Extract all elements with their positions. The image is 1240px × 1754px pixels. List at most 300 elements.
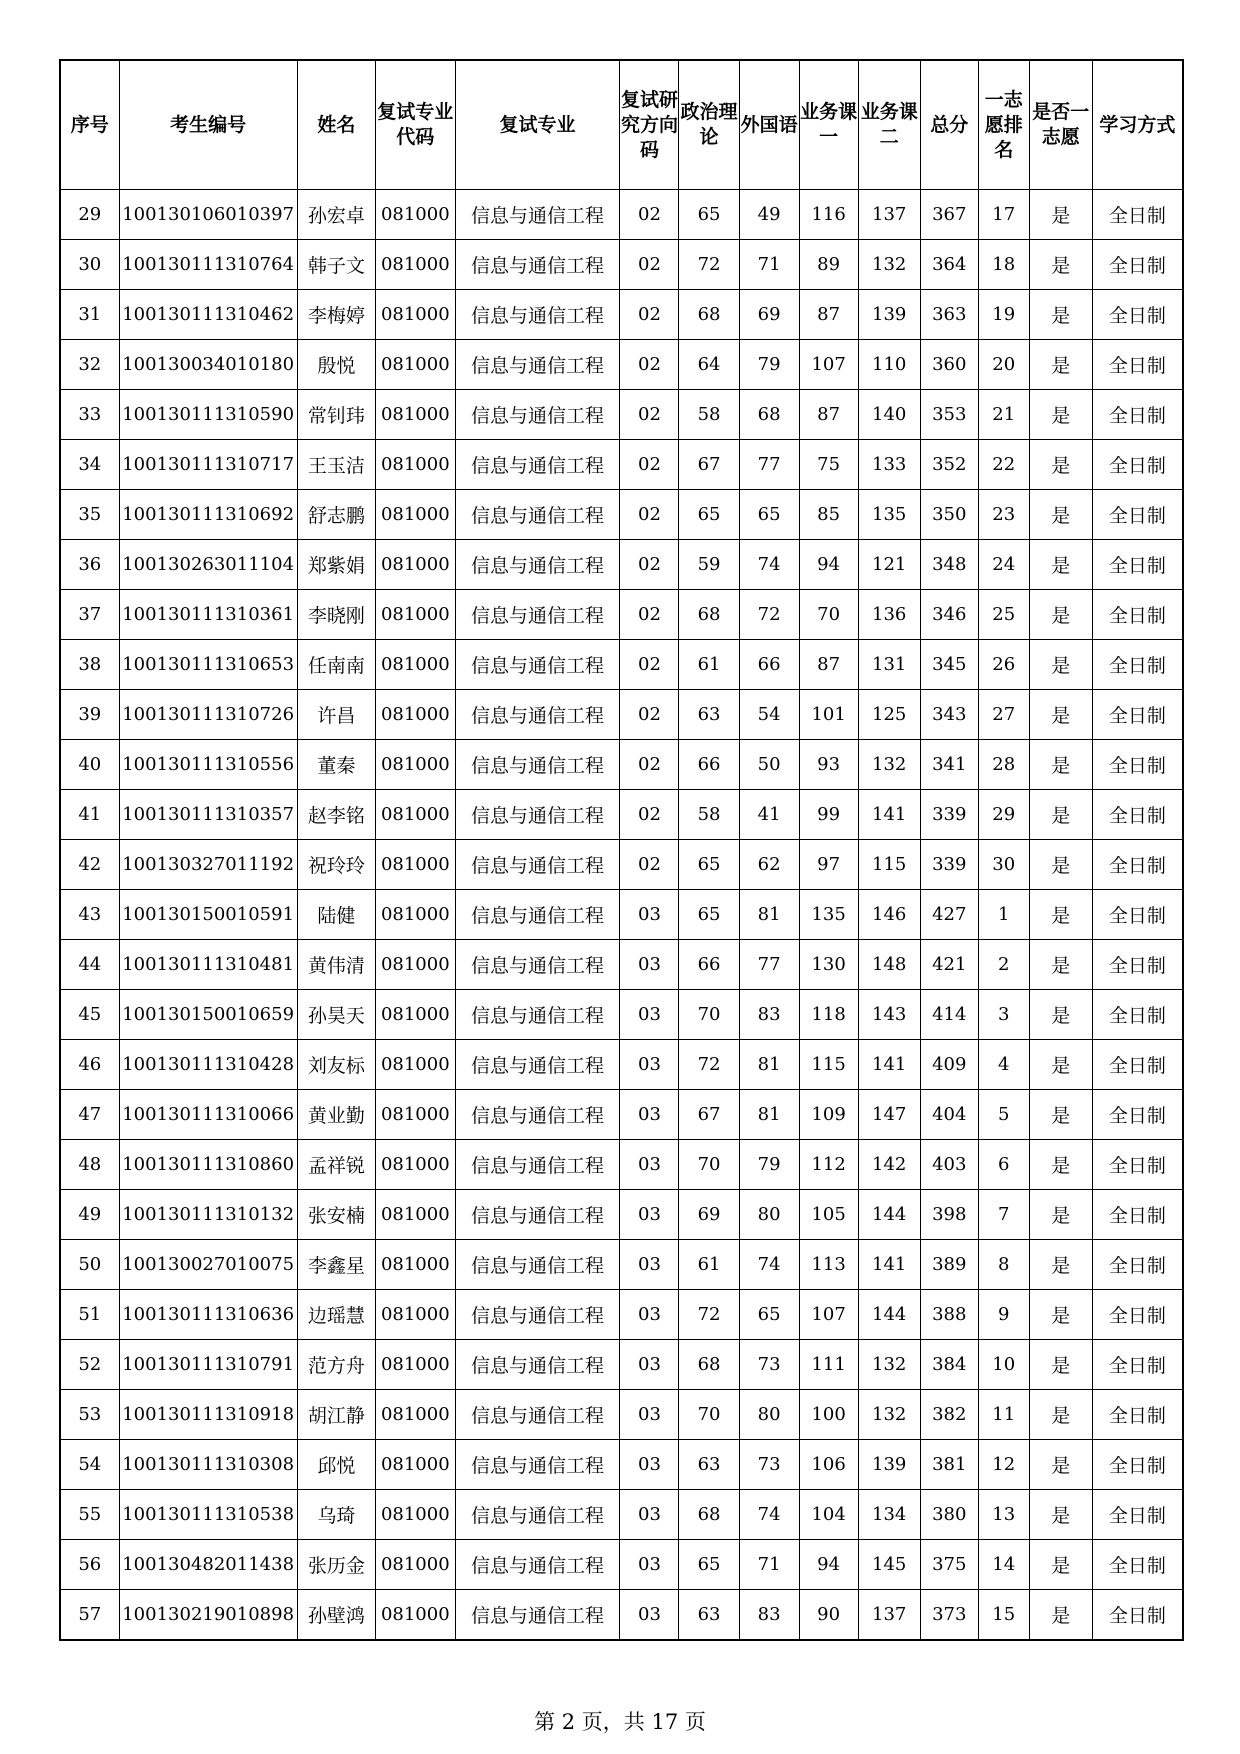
cell-is-first-choice: 是 (1029, 490, 1092, 540)
cell-direction-code: 03 (620, 1490, 679, 1540)
cell-major: 信息与通信工程 (455, 690, 620, 740)
cell-index: 57 (60, 1590, 119, 1641)
cell-course-1: 97 (799, 840, 858, 890)
cell-course-1: 130 (799, 940, 858, 990)
cell-major-code: 081000 (376, 240, 455, 290)
cell-first-choice-rank: 27 (978, 690, 1029, 740)
cell-politics: 70 (679, 1140, 739, 1190)
cell-is-first-choice: 是 (1029, 690, 1092, 740)
cell-foreign-language: 77 (739, 440, 799, 490)
cell-major-code: 081000 (376, 1240, 455, 1290)
cell-direction-code: 03 (620, 1240, 679, 1290)
cell-first-choice-rank: 22 (978, 440, 1029, 490)
cell-total: 421 (920, 940, 978, 990)
table-row (60, 790, 1183, 840)
cell-politics: 65 (679, 840, 739, 890)
cell-major-code: 081000 (376, 1440, 455, 1490)
cell-name: 祝玲玲 (297, 840, 375, 890)
cell-foreign-language: 74 (739, 1240, 799, 1290)
table-row (60, 1190, 1183, 1240)
cell-first-choice-rank: 30 (978, 840, 1029, 890)
cell-course-1: 104 (799, 1490, 858, 1540)
cell-foreign-language: 68 (739, 390, 799, 440)
cell-is-first-choice: 是 (1029, 1040, 1092, 1090)
cell-course-2: 132 (858, 1390, 920, 1440)
cell-course-1: 106 (799, 1440, 858, 1490)
cell-first-choice-rank: 11 (978, 1390, 1029, 1440)
cell-first-choice-rank: 18 (978, 240, 1029, 290)
cell-course-2: 141 (858, 1040, 920, 1090)
cell-course-1: 85 (799, 490, 858, 540)
cell-course-1: 107 (799, 340, 858, 390)
cell-direction-code: 02 (620, 590, 679, 640)
cell-course-2: 132 (858, 740, 920, 790)
cell-study-mode: 全日制 (1092, 1140, 1183, 1190)
cell-candidate-id: 100130482011438 (119, 1540, 297, 1590)
cell-is-first-choice: 是 (1029, 940, 1092, 990)
cell-major: 信息与通信工程 (455, 740, 620, 790)
cell-foreign-language: 62 (739, 840, 799, 890)
cell-major-code: 081000 (376, 990, 455, 1040)
cell-major: 信息与通信工程 (455, 640, 620, 690)
cell-major-code: 081000 (376, 1590, 455, 1641)
cell-candidate-id: 100130111310636 (119, 1290, 297, 1340)
cell-first-choice-rank: 15 (978, 1590, 1029, 1641)
cell-first-choice-rank: 6 (978, 1140, 1029, 1190)
cell-total: 352 (920, 440, 978, 490)
cell-total: 409 (920, 1040, 978, 1090)
cell-politics: 72 (679, 240, 739, 290)
cell-first-choice-rank: 23 (978, 490, 1029, 540)
cell-index: 36 (60, 540, 119, 590)
cell-foreign-language: 83 (739, 990, 799, 1040)
cell-study-mode: 全日制 (1092, 990, 1183, 1040)
cell-major-code: 081000 (376, 1390, 455, 1440)
cell-major: 信息与通信工程 (455, 790, 620, 840)
cell-course-2: 115 (858, 840, 920, 890)
cell-total: 341 (920, 740, 978, 790)
cell-candidate-id: 100130111310918 (119, 1390, 297, 1440)
cell-total: 381 (920, 1440, 978, 1490)
cell-course-2: 139 (858, 1440, 920, 1490)
table-row (60, 190, 1183, 240)
cell-candidate-id: 100130219010898 (119, 1590, 297, 1641)
cell-politics: 65 (679, 190, 739, 240)
cell-candidate-id: 100130111310462 (119, 290, 297, 340)
cell-index: 30 (60, 240, 119, 290)
cell-index: 51 (60, 1290, 119, 1340)
page-footer: 第 2 页，共 17 页 (534, 1710, 706, 1734)
cell-course-1: 111 (799, 1340, 858, 1390)
cell-politics: 68 (679, 1490, 739, 1540)
cell-candidate-id: 100130111310791 (119, 1340, 297, 1390)
cell-direction-code: 03 (620, 1540, 679, 1590)
cell-name: 常钊玮 (297, 390, 375, 440)
cell-total: 414 (920, 990, 978, 1040)
table-row (60, 340, 1183, 390)
cell-major-code: 081000 (376, 1490, 455, 1540)
cell-major: 信息与通信工程 (455, 1090, 620, 1140)
cell-course-2: 132 (858, 1340, 920, 1390)
cell-direction-code: 03 (620, 1140, 679, 1190)
cell-major: 信息与通信工程 (455, 440, 620, 490)
cell-politics: 67 (679, 440, 739, 490)
table-body (60, 190, 1183, 1641)
cell-is-first-choice: 是 (1029, 190, 1092, 240)
cell-study-mode: 全日制 (1092, 1440, 1183, 1490)
cell-name: 王玉洁 (297, 440, 375, 490)
table-row (60, 390, 1183, 440)
cell-study-mode: 全日制 (1092, 940, 1183, 990)
cell-first-choice-rank: 10 (978, 1340, 1029, 1390)
cell-name: 孙昊天 (297, 990, 375, 1040)
cell-first-choice-rank: 19 (978, 290, 1029, 340)
cell-foreign-language: 80 (739, 1190, 799, 1240)
cell-first-choice-rank: 20 (978, 340, 1029, 390)
cell-index: 49 (60, 1190, 119, 1240)
cell-is-first-choice: 是 (1029, 1240, 1092, 1290)
cell-course-1: 118 (799, 990, 858, 1040)
header-cell-is-first-choice: 是否一志愿 (1029, 60, 1092, 190)
cell-index: 42 (60, 840, 119, 890)
admission-score-table (59, 59, 1184, 1641)
cell-major-code: 081000 (376, 740, 455, 790)
table-row (60, 890, 1183, 940)
table-row (60, 840, 1183, 890)
cell-major: 信息与通信工程 (455, 1540, 620, 1590)
cell-major-code: 081000 (376, 1340, 455, 1390)
cell-study-mode: 全日制 (1092, 1290, 1183, 1340)
cell-study-mode: 全日制 (1092, 190, 1183, 240)
cell-direction-code: 02 (620, 390, 679, 440)
table-row (60, 940, 1183, 990)
cell-candidate-id: 100130111310717 (119, 440, 297, 490)
cell-major: 信息与通信工程 (455, 1490, 620, 1540)
cell-is-first-choice: 是 (1029, 290, 1092, 340)
cell-name: 张安楠 (297, 1190, 375, 1240)
cell-major-code: 081000 (376, 1140, 455, 1190)
cell-course-2: 133 (858, 440, 920, 490)
cell-major-code: 081000 (376, 1090, 455, 1140)
cell-major-code: 081000 (376, 590, 455, 640)
cell-course-1: 89 (799, 240, 858, 290)
cell-first-choice-rank: 21 (978, 390, 1029, 440)
header-cell-politics: 政治理论 (679, 60, 739, 190)
cell-index: 53 (60, 1390, 119, 1440)
header-cell-course-2: 业务课二 (858, 60, 920, 190)
cell-course-2: 110 (858, 340, 920, 390)
table-row (60, 290, 1183, 340)
cell-major: 信息与通信工程 (455, 890, 620, 940)
cell-first-choice-rank: 26 (978, 640, 1029, 690)
cell-study-mode: 全日制 (1092, 1490, 1183, 1540)
cell-major: 信息与通信工程 (455, 540, 620, 590)
cell-total: 403 (920, 1140, 978, 1190)
cell-candidate-id: 100130111310132 (119, 1190, 297, 1240)
cell-foreign-language: 80 (739, 1390, 799, 1440)
header-cell-candidate-id: 考生编号 (119, 60, 297, 190)
cell-direction-code: 02 (620, 790, 679, 840)
cell-major: 信息与通信工程 (455, 1190, 620, 1240)
cell-direction-code: 02 (620, 540, 679, 590)
cell-course-1: 70 (799, 590, 858, 640)
cell-first-choice-rank: 14 (978, 1540, 1029, 1590)
cell-politics: 63 (679, 1590, 739, 1641)
cell-first-choice-rank: 29 (978, 790, 1029, 840)
cell-foreign-language: 81 (739, 1090, 799, 1140)
cell-politics: 61 (679, 640, 739, 690)
cell-total: 398 (920, 1190, 978, 1240)
table-row (60, 1390, 1183, 1440)
cell-total: 363 (920, 290, 978, 340)
cell-direction-code: 02 (620, 440, 679, 490)
cell-is-first-choice: 是 (1029, 740, 1092, 790)
cell-study-mode: 全日制 (1092, 890, 1183, 940)
cell-study-mode: 全日制 (1092, 1090, 1183, 1140)
cell-study-mode: 全日制 (1092, 490, 1183, 540)
cell-name: 韩子文 (297, 240, 375, 290)
cell-is-first-choice: 是 (1029, 890, 1092, 940)
cell-total: 388 (920, 1290, 978, 1340)
cell-major: 信息与通信工程 (455, 190, 620, 240)
header-cell-index: 序号 (60, 60, 119, 190)
cell-course-1: 94 (799, 1540, 858, 1590)
cell-candidate-id: 100130263011104 (119, 540, 297, 590)
cell-direction-code: 03 (620, 1040, 679, 1090)
header-cell-major-code: 复试专业代码 (376, 60, 455, 190)
cell-politics: 64 (679, 340, 739, 390)
cell-foreign-language: 72 (739, 590, 799, 640)
cell-course-1: 107 (799, 1290, 858, 1340)
cell-major-code: 081000 (376, 440, 455, 490)
cell-course-1: 113 (799, 1240, 858, 1290)
cell-direction-code: 02 (620, 340, 679, 390)
cell-index: 35 (60, 490, 119, 540)
header-cell-total: 总分 (920, 60, 978, 190)
cell-total: 339 (920, 840, 978, 890)
cell-direction-code: 03 (620, 1390, 679, 1440)
cell-direction-code: 03 (620, 1090, 679, 1140)
cell-foreign-language: 49 (739, 190, 799, 240)
cell-candidate-id: 100130111310653 (119, 640, 297, 690)
cell-total: 382 (920, 1390, 978, 1440)
cell-direction-code: 03 (620, 890, 679, 940)
cell-major: 信息与通信工程 (455, 1240, 620, 1290)
cell-major: 信息与通信工程 (455, 1440, 620, 1490)
cell-study-mode: 全日制 (1092, 740, 1183, 790)
cell-is-first-choice: 是 (1029, 340, 1092, 390)
cell-total: 339 (920, 790, 978, 840)
cell-direction-code: 03 (620, 940, 679, 990)
cell-total: 389 (920, 1240, 978, 1290)
cell-foreign-language: 74 (739, 1490, 799, 1540)
cell-course-2: 147 (858, 1090, 920, 1140)
cell-is-first-choice: 是 (1029, 440, 1092, 490)
cell-candidate-id: 100130111310538 (119, 1490, 297, 1540)
cell-index: 56 (60, 1540, 119, 1590)
cell-major: 信息与通信工程 (455, 490, 620, 540)
cell-direction-code: 03 (620, 1290, 679, 1340)
cell-direction-code: 03 (620, 990, 679, 1040)
cell-name: 范方舟 (297, 1340, 375, 1390)
cell-course-1: 105 (799, 1190, 858, 1240)
cell-course-2: 137 (858, 190, 920, 240)
cell-candidate-id: 100130111310066 (119, 1090, 297, 1140)
header-cell-study-mode: 学习方式 (1092, 60, 1183, 190)
header-row (60, 60, 1183, 190)
cell-course-1: 112 (799, 1140, 858, 1190)
cell-politics: 66 (679, 940, 739, 990)
cell-major-code: 081000 (376, 1290, 455, 1340)
cell-politics: 72 (679, 1040, 739, 1090)
cell-name: 郑紫娟 (297, 540, 375, 590)
cell-study-mode: 全日制 (1092, 1040, 1183, 1090)
cell-total: 367 (920, 190, 978, 240)
cell-major-code: 081000 (376, 1540, 455, 1590)
cell-foreign-language: 66 (739, 640, 799, 690)
cell-foreign-language: 41 (739, 790, 799, 840)
cell-total: 373 (920, 1590, 978, 1641)
cell-course-1: 87 (799, 290, 858, 340)
cell-candidate-id: 100130111310590 (119, 390, 297, 440)
cell-total: 380 (920, 1490, 978, 1540)
cell-index: 54 (60, 1440, 119, 1490)
header-cell-name: 姓名 (297, 60, 375, 190)
table-row (60, 1290, 1183, 1340)
cell-course-2: 145 (858, 1540, 920, 1590)
cell-total: 343 (920, 690, 978, 740)
cell-major-code: 081000 (376, 1190, 455, 1240)
cell-politics: 58 (679, 790, 739, 840)
table-row (60, 490, 1183, 540)
table-row (60, 1340, 1183, 1390)
table-row (60, 1440, 1183, 1490)
cell-course-2: 144 (858, 1290, 920, 1340)
cell-major: 信息与通信工程 (455, 590, 620, 640)
cell-is-first-choice: 是 (1029, 1590, 1092, 1641)
cell-direction-code: 02 (620, 640, 679, 690)
cell-major: 信息与通信工程 (455, 1290, 620, 1340)
table-row (60, 740, 1183, 790)
cell-foreign-language: 79 (739, 1140, 799, 1190)
table-row (60, 1590, 1183, 1641)
cell-course-1: 101 (799, 690, 858, 740)
cell-course-1: 90 (799, 1590, 858, 1641)
cell-politics: 65 (679, 890, 739, 940)
cell-direction-code: 03 (620, 1590, 679, 1641)
cell-course-2: 131 (858, 640, 920, 690)
table-row (60, 1040, 1183, 1090)
cell-index: 32 (60, 340, 119, 390)
table-row (60, 590, 1183, 640)
cell-first-choice-rank: 9 (978, 1290, 1029, 1340)
cell-name: 舒志鹏 (297, 490, 375, 540)
cell-study-mode: 全日制 (1092, 440, 1183, 490)
cell-course-1: 109 (799, 1090, 858, 1140)
cell-total: 404 (920, 1090, 978, 1140)
cell-index: 47 (60, 1090, 119, 1140)
cell-total: 364 (920, 240, 978, 290)
header-cell-major: 复试专业 (455, 60, 620, 190)
cell-candidate-id: 100130111310860 (119, 1140, 297, 1190)
cell-study-mode: 全日制 (1092, 790, 1183, 840)
cell-study-mode: 全日制 (1092, 540, 1183, 590)
cell-first-choice-rank: 8 (978, 1240, 1029, 1290)
cell-first-choice-rank: 1 (978, 890, 1029, 940)
header-cell-direction-code: 复试研究方向码 (620, 60, 679, 190)
cell-course-1: 99 (799, 790, 858, 840)
cell-direction-code: 02 (620, 740, 679, 790)
cell-candidate-id: 100130150010659 (119, 990, 297, 1040)
cell-candidate-id: 100130150010591 (119, 890, 297, 940)
cell-foreign-language: 79 (739, 340, 799, 390)
cell-foreign-language: 81 (739, 1040, 799, 1090)
cell-major-code: 081000 (376, 490, 455, 540)
cell-first-choice-rank: 5 (978, 1090, 1029, 1140)
cell-course-1: 93 (799, 740, 858, 790)
cell-is-first-choice: 是 (1029, 1340, 1092, 1390)
cell-direction-code: 02 (620, 690, 679, 740)
cell-politics: 68 (679, 1340, 739, 1390)
cell-course-1: 75 (799, 440, 858, 490)
cell-foreign-language: 71 (739, 240, 799, 290)
cell-course-2: 142 (858, 1140, 920, 1190)
cell-politics: 67 (679, 1090, 739, 1140)
cell-first-choice-rank: 7 (978, 1190, 1029, 1240)
cell-total: 345 (920, 640, 978, 690)
cell-foreign-language: 77 (739, 940, 799, 990)
cell-is-first-choice: 是 (1029, 1490, 1092, 1540)
cell-course-1: 94 (799, 540, 858, 590)
cell-politics: 68 (679, 590, 739, 640)
cell-direction-code: 02 (620, 290, 679, 340)
cell-study-mode: 全日制 (1092, 1540, 1183, 1590)
cell-is-first-choice: 是 (1029, 1540, 1092, 1590)
cell-index: 55 (60, 1490, 119, 1540)
cell-index: 33 (60, 390, 119, 440)
cell-course-1: 135 (799, 890, 858, 940)
cell-course-2: 140 (858, 390, 920, 440)
cell-course-1: 100 (799, 1390, 858, 1440)
cell-politics: 69 (679, 1190, 739, 1240)
cell-study-mode: 全日制 (1092, 640, 1183, 690)
cell-foreign-language: 54 (739, 690, 799, 740)
cell-major-code: 081000 (376, 390, 455, 440)
cell-index: 48 (60, 1140, 119, 1190)
cell-major: 信息与通信工程 (455, 1140, 620, 1190)
cell-total: 353 (920, 390, 978, 440)
cell-course-2: 141 (858, 1240, 920, 1290)
cell-course-2: 137 (858, 1590, 920, 1641)
cell-course-2: 143 (858, 990, 920, 1040)
cell-first-choice-rank: 13 (978, 1490, 1029, 1540)
cell-politics: 66 (679, 740, 739, 790)
cell-study-mode: 全日制 (1092, 240, 1183, 290)
cell-name: 孟祥锐 (297, 1140, 375, 1190)
table-row (60, 1540, 1183, 1590)
cell-major-code: 081000 (376, 890, 455, 940)
table-row (60, 1090, 1183, 1140)
cell-foreign-language: 81 (739, 890, 799, 940)
cell-index: 52 (60, 1340, 119, 1390)
cell-first-choice-rank: 2 (978, 940, 1029, 990)
cell-first-choice-rank: 3 (978, 990, 1029, 1040)
cell-direction-code: 02 (620, 840, 679, 890)
cell-major: 信息与通信工程 (455, 1040, 620, 1090)
cell-index: 45 (60, 990, 119, 1040)
cell-study-mode: 全日制 (1092, 1240, 1183, 1290)
cell-candidate-id: 100130111310764 (119, 240, 297, 290)
